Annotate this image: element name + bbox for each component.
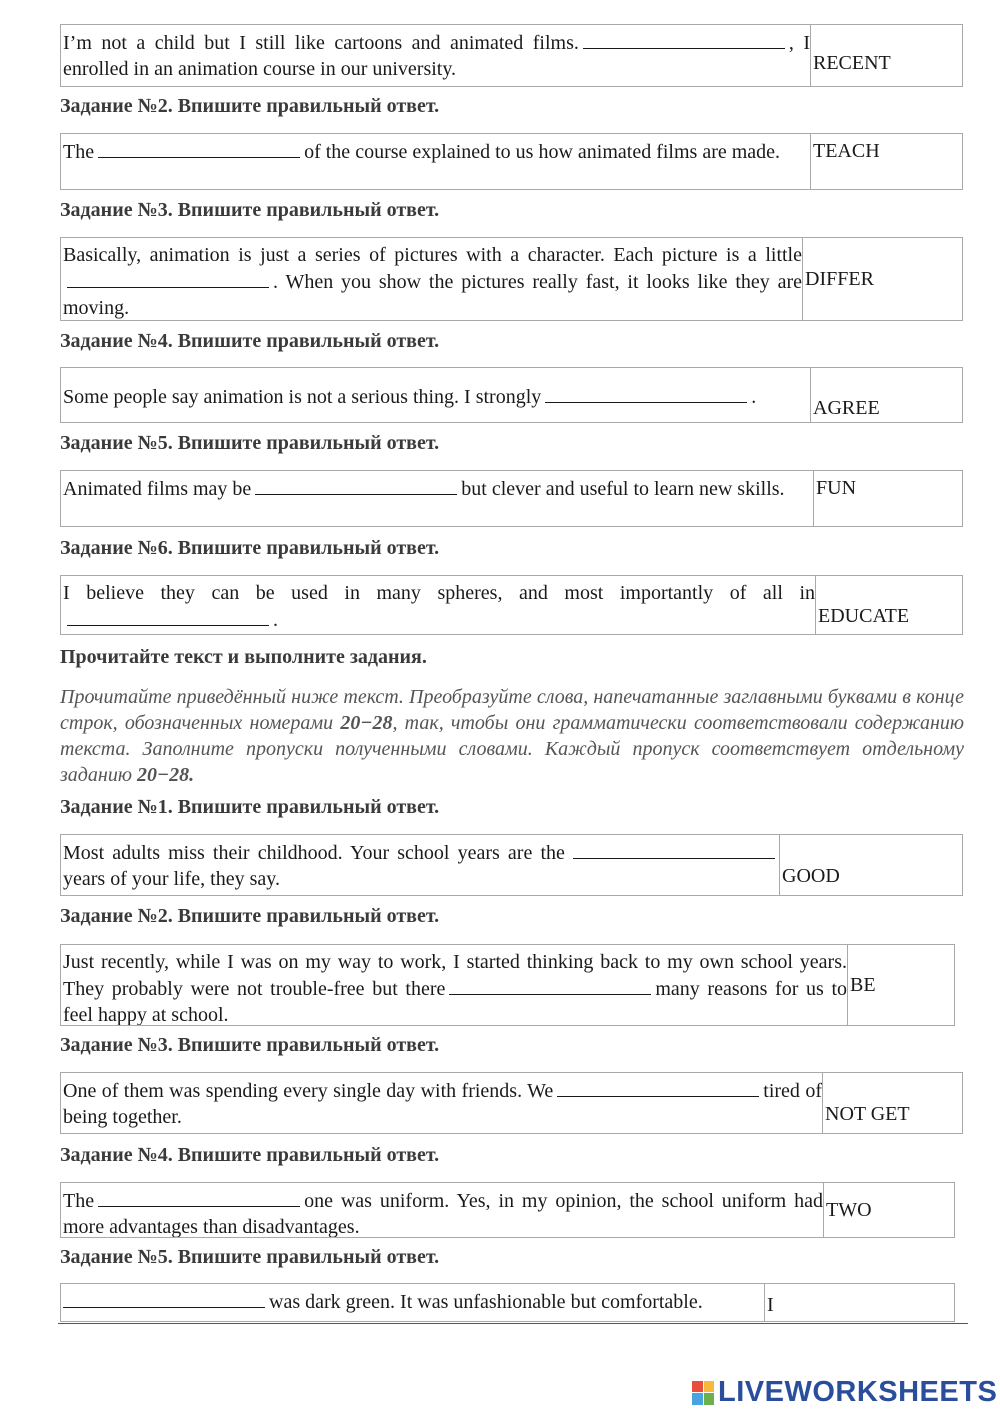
logo-text: LIVEWORKSHEETS — [718, 1376, 998, 1408]
task-heading: Задание №4. Впишите правильный ответ. — [60, 330, 440, 352]
task-heading: Задание №1. Впишите правильный ответ. — [60, 796, 440, 818]
base-word: TWO — [826, 1199, 872, 1221]
base-word: GOOD — [782, 865, 840, 887]
task-box — [60, 367, 963, 423]
answer-blank[interactable] — [98, 138, 300, 158]
task-heading: Задание №2. Впишите правильный ответ. — [60, 905, 440, 927]
answer-blank[interactable] — [545, 383, 747, 403]
task-heading: Задание №5. Впишите правильный ответ. — [60, 432, 440, 454]
task-box — [60, 834, 963, 896]
instructions: Прочитайте приведённый ниже текст. Преобразуйте слова, напечатанные заглавными буквами в конце строк, обозначенных номерами 20−28, так, чтобы они грамматически соответствовали содержанию текста. Заполните пропуски полученными словами. Каждый пропуск соответствует отдельному заданию 20−28. — [60, 686, 965, 786]
liveworksheets-logo — [692, 1376, 997, 1409]
task-sentence: The one was uniform. Yes, in my opinion, the school uniform had more advantages than disadvantages. — [61, 1183, 824, 1237]
base-word: NOT GET — [825, 1103, 910, 1125]
task-heading: Задание №3. Впишите правильный ответ. — [60, 199, 440, 221]
base-word: I — [767, 1293, 774, 1316]
task-box — [60, 470, 963, 527]
answer-blank[interactable] — [573, 839, 775, 859]
answer-blank[interactable] — [255, 475, 457, 495]
task-box — [60, 237, 963, 321]
base-word: TEACH — [813, 140, 880, 162]
base-word: AGREE — [813, 397, 880, 419]
base-word: BE — [850, 974, 876, 996]
answer-blank[interactable] — [449, 975, 651, 995]
task-box — [60, 133, 963, 190]
task-box — [60, 1283, 955, 1322]
answer-blank[interactable] — [63, 1288, 265, 1308]
answer-blank[interactable] — [98, 1187, 300, 1207]
task-sentence: Basically, animation is just a series of pictures with a character. Each picture is a little. When you show the pictures really fast, it looks like they are moving. — [61, 238, 803, 320]
task-sentence: I believe they can be used in many spheres, and most importantly of all in. — [61, 576, 816, 634]
base-word: DIFFER — [805, 268, 874, 290]
base-word: FUN — [816, 477, 857, 499]
task-sentence: One of them was spending every single day with friends. We tired of being together. — [61, 1073, 823, 1133]
task-sentence: was dark green. It was unfashionable but comfortable. — [61, 1284, 765, 1321]
task-box — [60, 1072, 963, 1134]
task-heading: Задание №2. Впишите правильный ответ. — [60, 95, 440, 117]
task-sentence: Animated films may be but clever and useful to learn new skills. — [61, 471, 814, 526]
answer-blank[interactable] — [67, 268, 269, 288]
task-heading: Задание №4. Впишите правильный ответ. — [60, 1144, 440, 1166]
task-box — [60, 24, 963, 87]
task-sentence: I’m not a child but I still like cartoons and animated films. , I enrolled in an animation course in our university. — [61, 25, 811, 86]
task-box — [60, 575, 963, 635]
task-box — [60, 1182, 955, 1238]
task-heading: Задание №6. Впишите правильный ответ. — [60, 537, 440, 559]
answer-blank[interactable] — [67, 606, 269, 626]
task-sentence: Some people say animation is not a serious thing. I strongly . — [61, 368, 811, 422]
answer-blank[interactable] — [557, 1077, 759, 1097]
logo-badge-icon — [692, 1381, 714, 1405]
answer-blank[interactable] — [583, 29, 785, 49]
page-divider — [58, 1323, 968, 1324]
task-sentence: The of the course explained to us how animated films are made. — [61, 134, 811, 189]
reading-heading: Прочитайте текст и выполните задания. — [60, 646, 427, 668]
task-heading: Задание №3. Впишите правильный ответ. — [60, 1034, 440, 1056]
task-sentence: Just recently, while I was on my way to work, I started thinking back to my own school years. They probably were not trouble-free but there many reasons for us to feel happy at school. — [61, 945, 848, 1025]
task-sentence: Most adults miss their childhood. Your school years are the years of your life, they say. — [61, 835, 780, 895]
base-word: EDUCATE — [818, 605, 910, 627]
task-heading: Задание №5. Впишите правильный ответ. — [60, 1246, 440, 1268]
task-box — [60, 944, 955, 1026]
base-word: RECENT — [813, 51, 891, 74]
